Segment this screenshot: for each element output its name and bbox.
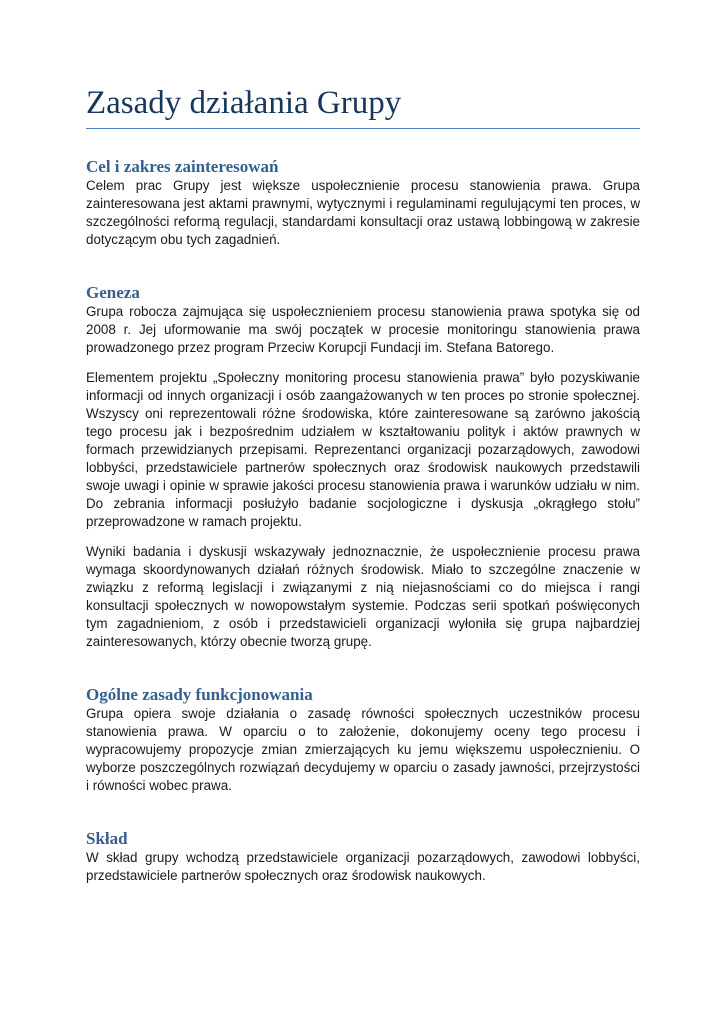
section-paragraph: Elementem projektu „Społeczny monitoring procesu stanowienia prawa” było pozyskiwanie informacji od innych organizacji i osób zaangażowanych w ten proces po stronie społecznej. Wszyscy oni reprezentowali różne środowiska, które zainteresowane są zarówno jakością tego procesu jak i bezpośrednim udziałem w kształtowaniu polityk i aktów prawnych w formach przewidzianych przepisami. Reprezentanci organizacji pozarządowych, zawodowi lobbyści, przedstawiciele partnerów społecznych oraz środowisk naukowych przedstawili swoje uwagi i opinie w sprawie jakości procesu stanowienia prawa i warunków udziału w nim. Do zebrania informacji posłużyło badanie socjologiczne i dyskusja „okrągłego stołu” przeprowadzone w ramach projektu.	[86, 370, 640, 529]
section-paragraph: Grupa robocza zajmująca się uspołecznieniem procesu stanowienia prawa spotyka się od 2008 r. Jej uformowanie ma swój początek w procesie monitoringu stanowienia prawa prowadzonego przez program Przeciw Korupcji Fundacji im. Stefana Batorego.	[86, 304, 640, 355]
section-paragraph: Wyniki badania i dyskusji wskazywały jednoznacznie, że uspołecznienie procesu prawa wymaga skoordynowanych działań różnych środowisk. Miało to szczególne znaczenie w związku z reformą legislacji i związanymi z nią niejasnościami co do miejsca i rangi konsultacji społecznych w nowopowstałym systemie. Podczas serii spotkań poświęconych tym zagadnieniom, z osób i przedstawicieli organizacji wyłoniła się grupa najbardziej zainteresowanych, którzy obecnie tworzą grupę.	[86, 544, 640, 649]
section-heading: Cel i zakres zainteresowań	[86, 157, 279, 176]
section-cel-i-zakres	[86, 157, 640, 249]
document-content	[86, 84, 640, 885]
document-title: Zasady działania Grupy	[86, 84, 640, 129]
section-paragraph: W skład grupy wchodzą przedstawiciele organizacji pozarządowych, zawodowi lobbyści, przedstawiciele partnerów społecznych oraz środowisk naukowych.	[86, 850, 640, 883]
section-heading: Ogólne zasady funkcjonowania	[86, 685, 313, 704]
section-sklad	[86, 829, 640, 885]
section-paragraph: Grupa opiera swoje działania o zasadę równości społecznych uczestników procesu stanowienia prawa. W oparciu o to założenie, dokonujemy oceny tego procesu i wypracowujemy propozycje zmian zmierzających ku jemu większemu uspołecznieniu. O wyborze poszczególnych rozwiązań decydujemy w oparciu o zasady jawności, przejrzystości i równości wobec prawa.	[86, 706, 640, 793]
section-heading: Skład	[86, 829, 128, 848]
section-ogolne-zasady	[86, 685, 640, 795]
section-paragraph: Celem prac Grupy jest większe uspołecznienie procesu stanowienia prawa. Grupa zainteresowana jest aktami prawnymi, wytycznymi i regulaminami regulującymi ten proces, w szczególności reformą regulacji, standardami konsultacji oraz ustawą lobbingową w zakresie dotyczącym obu tych zagadnień.	[86, 178, 640, 247]
section-heading: Geneza	[86, 283, 140, 302]
section-geneza	[86, 283, 640, 651]
